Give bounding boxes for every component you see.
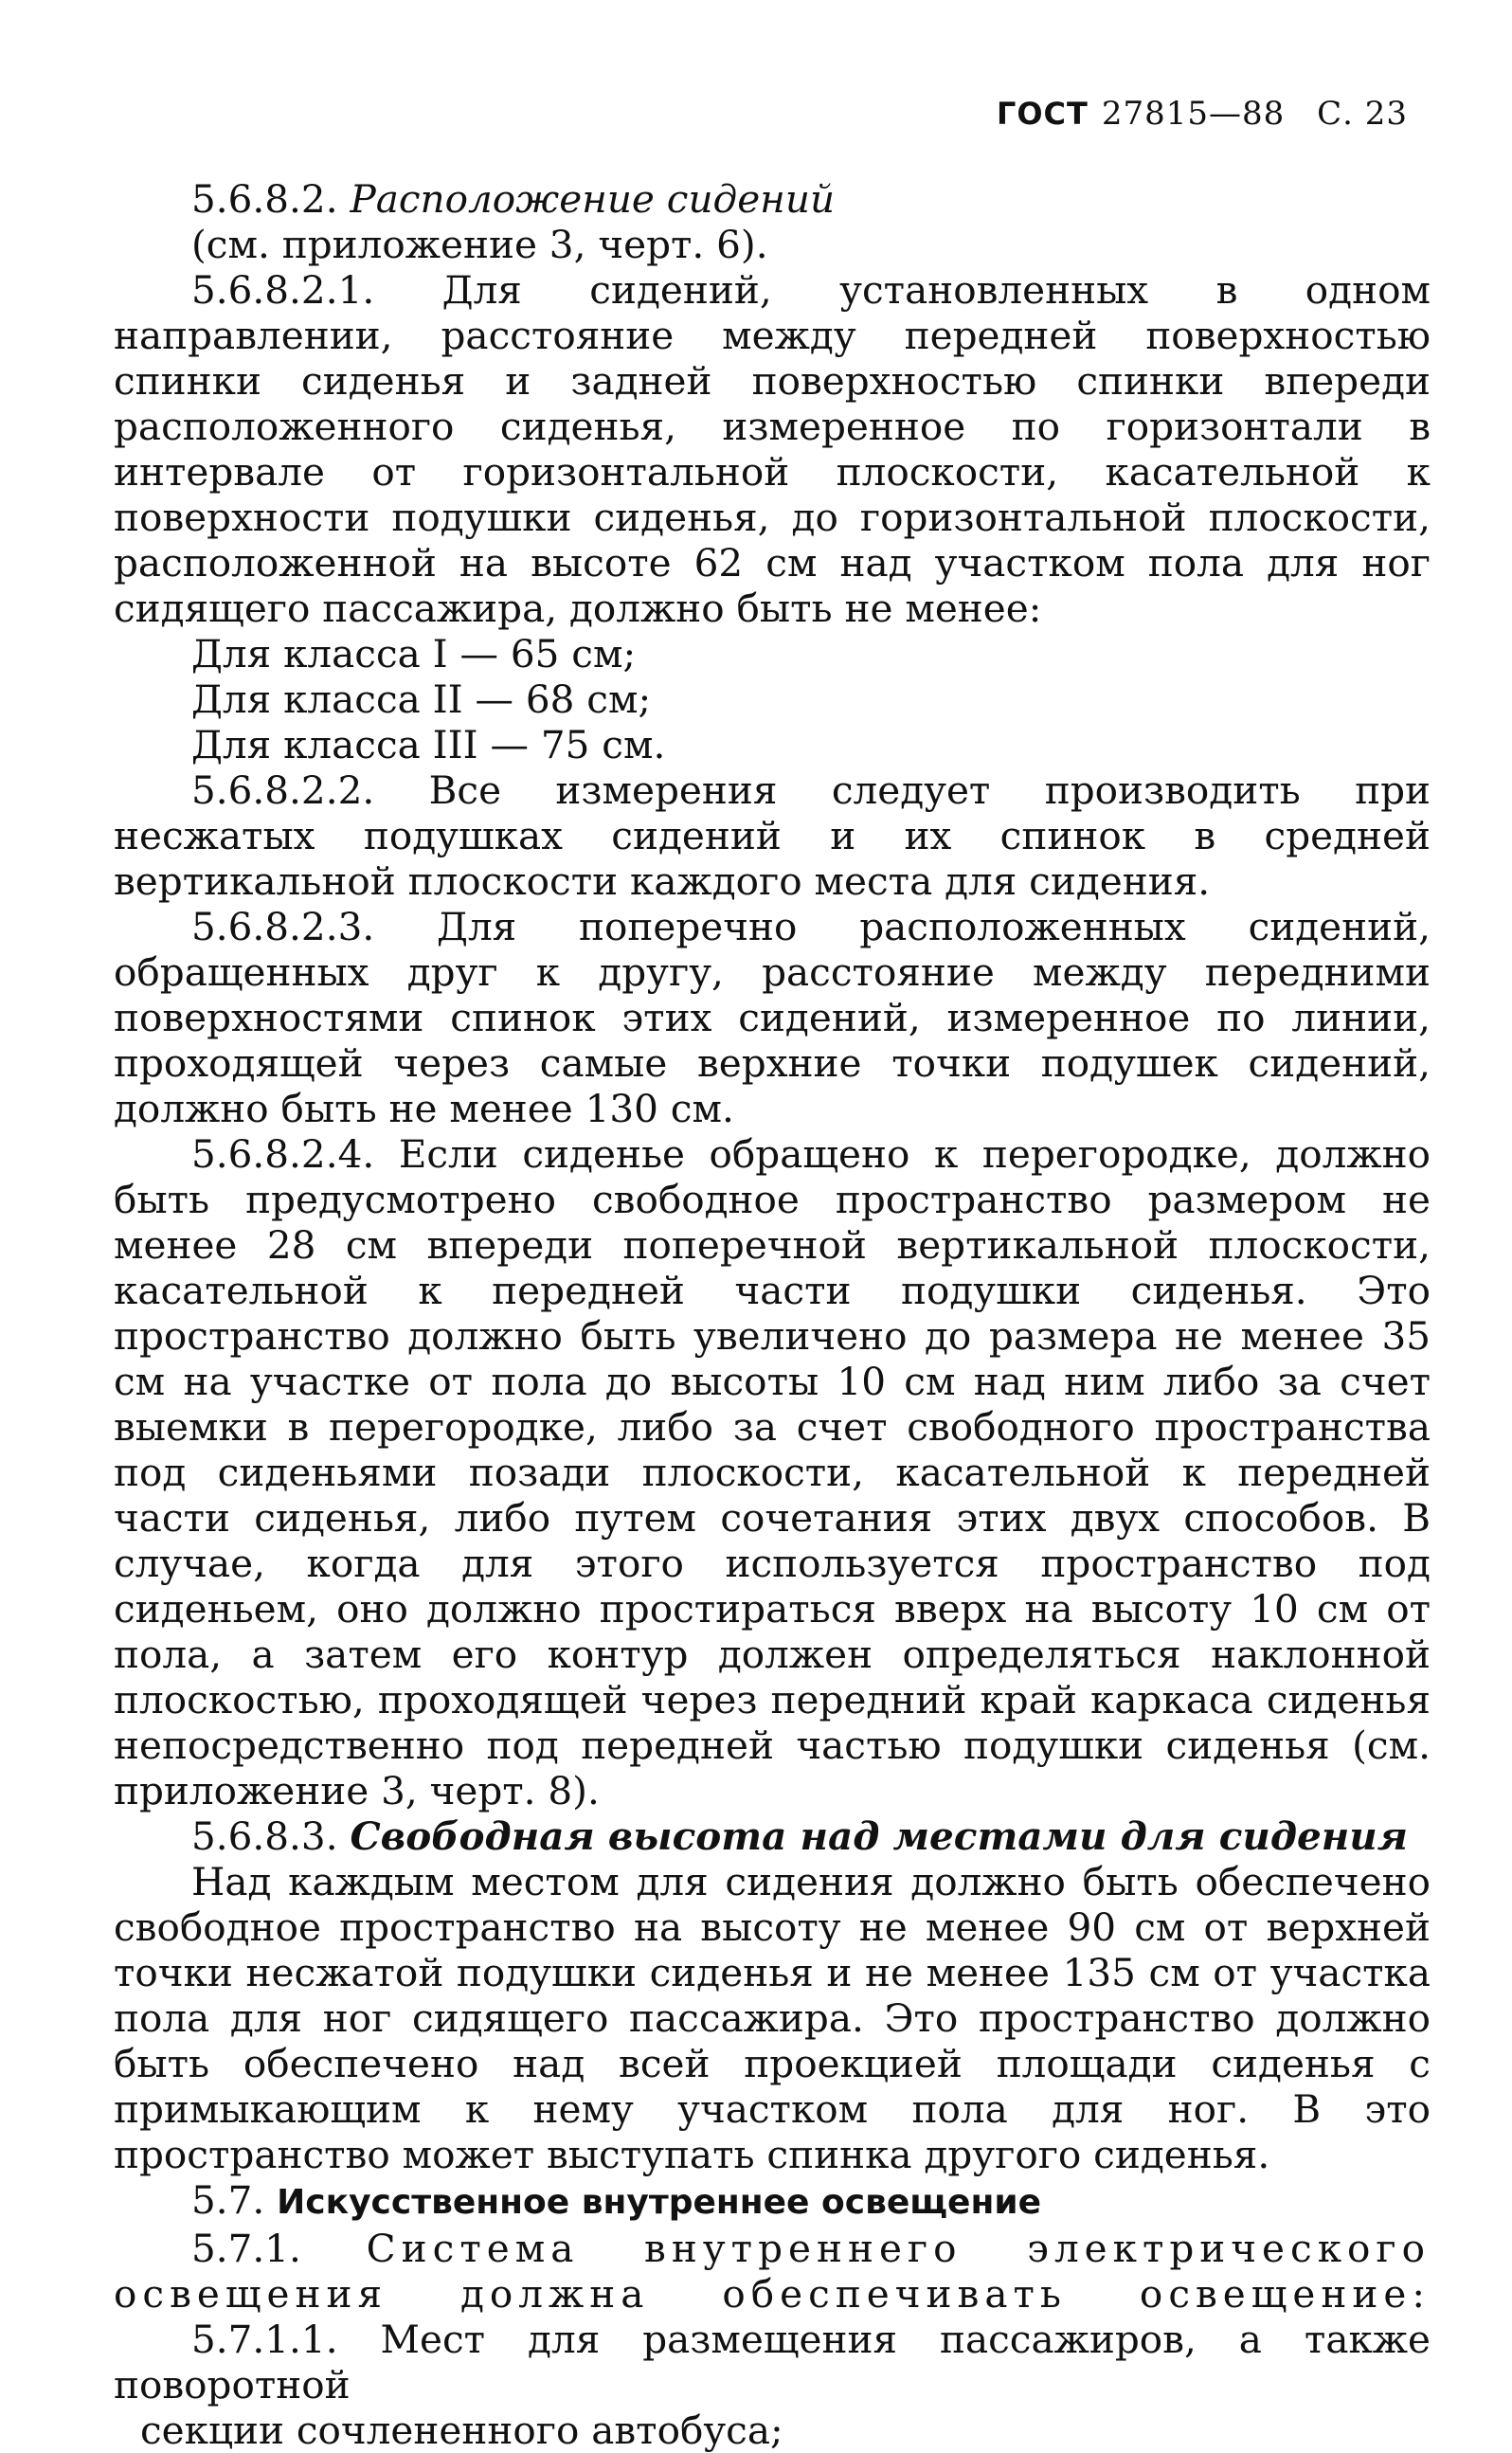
page-number: С. 23	[1317, 95, 1408, 133]
section-number: 5.7.1.1.	[191, 2317, 338, 2362]
section-number: 5.6.8.2.3.	[191, 904, 375, 949]
section-number: 5.6.8.3.	[191, 1813, 338, 1859]
section-5-6-8-2-4	[114, 1131, 1431, 1813]
section-5-6-8-2-3	[114, 904, 1431, 1131]
section-number: 5.6.8.2.2.	[191, 767, 375, 813]
section-number: 5.7.1.	[191, 2226, 301, 2271]
section-text: Для поперечно расположенных сидений, обращенных друг к другу, расстояние между передними поверхностями спинок этих сидений, измеренное по линии, проходящей через самые верхние точки подушек сидений, должно быть не менее 130 см.	[114, 904, 1431, 1131]
section-number: 5.6.8.2.	[191, 176, 338, 222]
section-number: 5.6.8.2.1.	[191, 267, 375, 313]
standard-label: ГОСТ	[996, 96, 1089, 132]
section-5-6-8-2-heading	[114, 176, 1431, 222]
section-text: Система внутреннего электрического освещения должна обеспечивать освещение:	[114, 2226, 1431, 2317]
document-body	[114, 176, 1431, 2453]
section-5-6-8-3-heading	[114, 1813, 1431, 1859]
section-5-7-1-1	[114, 2317, 1431, 2453]
section-5-6-8-3-text: Над каждым местом для сидения должно быть обеспечено свободное пространство на высоту не менее 90 см от верхней точки несжатой подушки сиденья и не менее 135 см от участка пола для ног сидящего пассажира. Это пространство должно быть обеспечено над всей проекцией площади сиденья с примыкающим к нему участком пола для ног. В это пространство может выступать спинка другого сиденья.	[114, 1859, 1431, 2177]
section-text-continuation: секции сочлененного автобуса;	[140, 2408, 783, 2453]
class-3-requirement: Для класса III — 75 см.	[191, 722, 666, 767]
section-5-6-8-2-2	[114, 767, 1431, 904]
class-1-requirement: Для класса I — 65 см;	[191, 631, 637, 676]
section-text: Если сиденье обращено к перегородке, должно быть предусмотрено свободное пространство размером не менее 28 см впереди поперечной вертикальной плоскости, касательной к передней части подушки сиденья. Это пространство должно быть увеличено до размера не менее 35 см на участке от пола до высоты 10 см над ним либо за счет выемки в перегородке, либо за счет свободного пространства под сиденьями позади плоскости, касательной к передней части сиденья, либо путем сочетания этих двух способов. В случае, когда для этого используется пространство под сиденьем, оно должно простираться вверх на высоту 10 см от пола, а затем его контур должен определяться наклонной плоскостью, проходящей через передний край каркаса сиденья непосредственно под передней частью подушки сиденья (см. приложение 3, черт. 8).	[114, 1131, 1431, 1813]
section-text: Мест для размещения пассажиров, а также поворотной	[114, 2317, 1431, 2408]
section-text: Для сидений, установленных в одном направлении, расстояние между передней поверхностью спинки сиденья и задней поверхностью спинки впереди расположенного сиденья, измеренное по горизонтали в интервале от горизонтальной плоскости, касательной к поверхности подушки сиденья, до горизонтальной плоскости, расположенной на высоте 62 см над участком пола для ног сидящего пассажира, должно быть не менее:	[114, 267, 1431, 631]
section-title: Свободная высота над местами для сидения	[350, 1813, 1408, 1859]
class-2-requirement: Для класса II — 68 см;	[191, 676, 652, 722]
page-header	[997, 95, 1408, 133]
standard-number: 27815—88	[1101, 95, 1286, 133]
section-number: 5.6.8.2.4.	[191, 1131, 375, 1177]
section-5-7-heading	[114, 2177, 1431, 2226]
section-text: Все измерения следует производить при несжатых подушках сидений и их спинок в средней вертикальной плоскости каждого места для сидения.	[114, 767, 1431, 904]
section-5-6-8-2-1	[114, 267, 1431, 631]
section-title: Расположение сидений	[350, 176, 836, 222]
section-number: 5.7.	[191, 2177, 265, 2223]
section-5-7-1	[114, 2226, 1431, 2317]
section-5-6-8-2-ref: (см. приложение 3, черт. 6).	[191, 222, 768, 267]
section-title: Искусственное внутреннее освещение	[277, 2183, 1041, 2222]
